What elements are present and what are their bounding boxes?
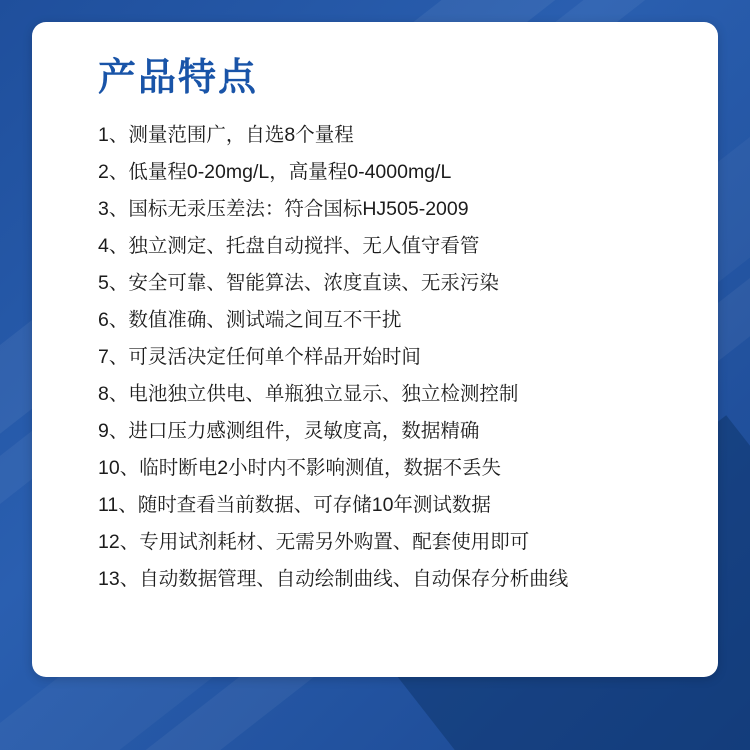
- list-item: 12、专用试剂耗材、无需另外购置、配套使用即可: [98, 530, 530, 553]
- list-item: 13、自动数据管理、自动绘制曲线、自动保存分析曲线: [98, 567, 569, 590]
- list-item: 3、国标无汞压差法：符合国标HJ505-2009: [98, 197, 469, 220]
- list-item: 7、可灵活决定任何单个样品开始时间: [98, 345, 421, 368]
- list-item: 6、数值准确、测试端之间互不干扰: [98, 308, 402, 331]
- list-item: 11、随时查看当前数据、可存储10年测试数据: [98, 493, 491, 516]
- content-card: [32, 22, 718, 677]
- list-item: 5、安全可靠、智能算法、浓度直读、无汞污染: [98, 271, 499, 294]
- list-item: 8、电池独立供电、单瓶独立显示、独立检测控制: [98, 382, 519, 405]
- list-item: 2、低量程0-20mg/L，高量程0-4000mg/L: [98, 160, 452, 183]
- page-title: 产品特点: [98, 57, 259, 99]
- list-item: 10、临时断电2小时内不影响测值，数据不丢失: [98, 456, 502, 479]
- feature-list: [72, 123, 678, 590]
- list-item: 1、测量范围广，自选8个量程: [98, 123, 354, 146]
- list-item: 4、独立测定、托盘自动搅拌、无人值守看管: [98, 234, 480, 257]
- list-item: 9、进口压力感测组件，灵敏度高，数据精确: [98, 419, 480, 442]
